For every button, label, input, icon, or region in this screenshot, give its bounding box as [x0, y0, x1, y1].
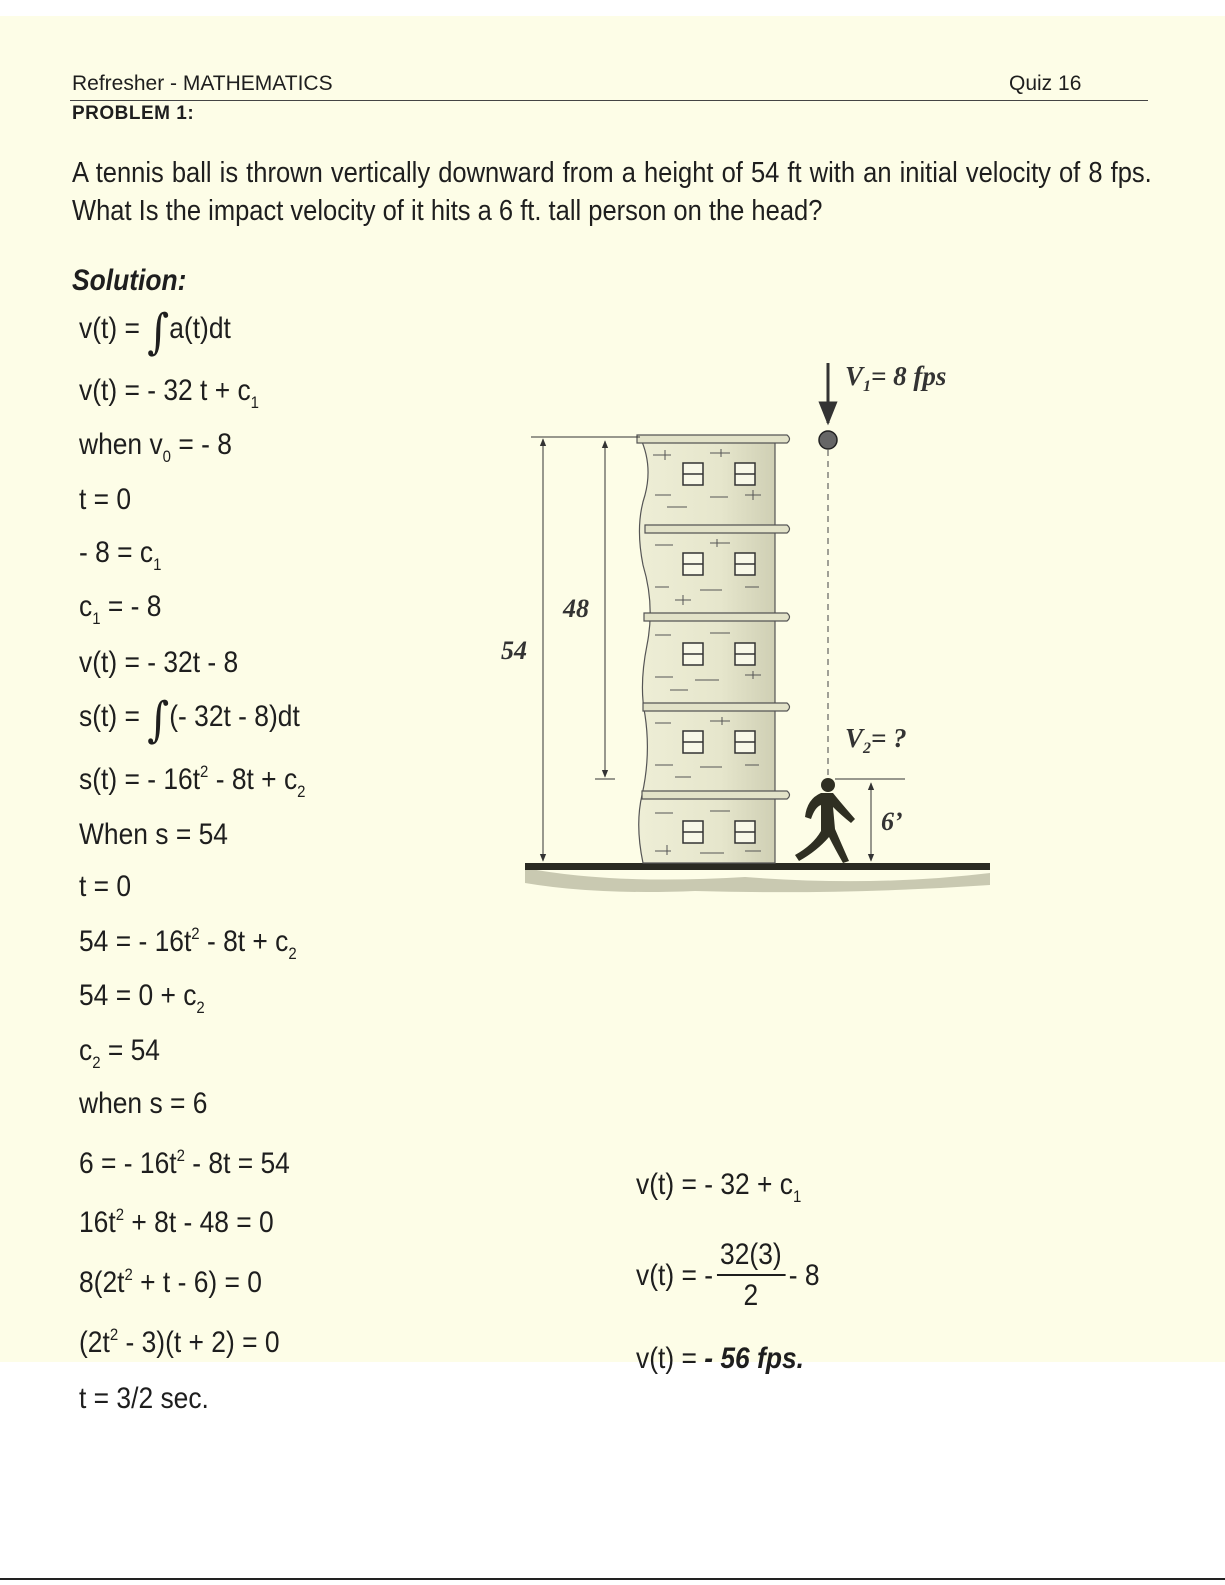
label-v1: $V_1= 8$ fps [845, 361, 947, 395]
result-rest: - 8 [788, 1259, 820, 1292]
problem-label: PROBLEM 1: [72, 103, 195, 124]
result-lhs: v(t) = - [636, 1259, 713, 1292]
step-velocity-general [79, 374, 259, 413]
step-rest: = - 8 [170, 428, 232, 461]
step-part-b: - 8t + c [199, 925, 289, 958]
step-part-a: s(t) = - 16t [79, 763, 201, 796]
dimension-54 [531, 437, 640, 861]
step-position-general [79, 762, 305, 802]
step-part-b: + t - 6) = 0 [132, 1266, 262, 1299]
subscript: 2 [297, 782, 306, 801]
label-height-54: 54 [501, 636, 527, 665]
step-rest: = - 8 [100, 590, 162, 623]
final-answer: - 56 fps. [704, 1342, 804, 1375]
step-main: - 8 = c [79, 536, 154, 569]
step-solve-c1 [79, 536, 161, 575]
person-silhouette-icon [795, 778, 855, 863]
step-time-result: t = 3/2 sec. [79, 1382, 209, 1415]
subscript: 0 [162, 447, 171, 466]
result-lhs: v(t) = [636, 1342, 705, 1375]
header-quiz-number: Quiz 16 [1009, 72, 1082, 95]
step-part-a: 16t [79, 1206, 116, 1239]
result-velocity-substituted [636, 1236, 820, 1316]
subscript: 2 [92, 1053, 101, 1072]
superscript: 2 [191, 924, 200, 943]
step-rhs: a(t)dt [169, 312, 231, 345]
step-position-integral [79, 692, 300, 748]
result-velocity-general [636, 1168, 801, 1207]
superscript: 2 [124, 1265, 133, 1284]
step-when-s54: When s = 54 [79, 818, 228, 851]
step-quadratic [79, 1205, 274, 1240]
step-part-b: - 8t + c [208, 763, 298, 796]
step-part-a: 6 = - 16t [79, 1147, 177, 1180]
fraction-denominator: 2 [743, 1279, 759, 1312]
result-final-velocity [636, 1342, 804, 1376]
subscript: 1 [792, 1187, 802, 1206]
tennis-ball-icon [819, 431, 837, 449]
fraction [717, 1236, 786, 1316]
step-main: c [79, 590, 93, 623]
step-part-a: 54 = 0 + c [79, 979, 197, 1012]
ground [525, 863, 990, 892]
superscript: 2 [176, 1146, 185, 1165]
step-part-a: 8(2t [79, 1266, 125, 1299]
dimension-48 [595, 441, 615, 779]
building-drop-diagram [495, 355, 1005, 900]
subscript: 2 [288, 944, 297, 963]
subscript: 2 [196, 998, 205, 1017]
header-divider [70, 100, 1148, 101]
step-part-b: + 8t - 48 = 0 [124, 1206, 274, 1239]
step-substitute-54 [79, 924, 297, 964]
subscript: 1 [92, 609, 101, 628]
step-rhs: (- 32t - 8)dt [169, 700, 300, 733]
superscript: 2 [115, 1205, 125, 1224]
superscript: 2 [109, 1325, 119, 1344]
header-course-title: Refresher - MATHEMATICS [72, 72, 333, 95]
step-c2-value [79, 1034, 160, 1073]
subscript: 1 [153, 555, 162, 574]
step-main: v(t) = - 32 t + c [79, 374, 251, 407]
step-time-zero: t = 0 [79, 483, 132, 516]
label-height-48: 48 [563, 594, 589, 623]
step-main: when v [79, 428, 163, 461]
step-velocity-specific: v(t) = - 32t - 8 [79, 646, 239, 679]
label-v2: $V_2=$ ? [845, 723, 907, 757]
subscript: 1 [250, 393, 259, 412]
footer-divider [0, 1578, 1225, 1580]
step-velocity-integral [79, 304, 231, 360]
building [637, 435, 790, 863]
step-part-b: = 54 [100, 1034, 160, 1067]
step-part-a: (2t [79, 1326, 110, 1359]
superscript: 2 [200, 762, 209, 781]
step-lhs: v(t) = [79, 312, 148, 345]
step-substitute-6 [79, 1146, 290, 1181]
step-part-b: - 8t = 54 [184, 1147, 290, 1180]
integral-sign-icon: ∫ [147, 304, 170, 360]
step-part-a: 54 = - 16t [79, 925, 192, 958]
step-lhs: s(t) = [79, 700, 148, 733]
step-part-b: - 3)(t + 2) = 0 [118, 1326, 280, 1359]
step-c1-value [79, 590, 161, 629]
integral-sign-icon: ∫ [147, 692, 170, 748]
step-when-s6: when s = 6 [79, 1087, 208, 1120]
fraction-numerator: 32(3) [717, 1236, 786, 1276]
step-simplify-c2 [79, 979, 205, 1018]
solution-label: Solution: [72, 264, 187, 297]
problem-statement: A tennis ball is thrown vertically downward from a height of 54 ft with an initial velocity of 8 fps. What Is the impact velocity of it hits a 6 ft. tall person on the head? [72, 157, 1152, 227]
step-initial-velocity [79, 428, 232, 467]
step-factored [79, 1325, 280, 1360]
label-person-height: 6’ [881, 807, 903, 836]
result-main: v(t) = - 32 + c [636, 1168, 793, 1201]
step-factor-8 [79, 1265, 262, 1300]
step-time-zero-2: t = 0 [79, 870, 132, 903]
step-part-a: c [79, 1034, 93, 1067]
